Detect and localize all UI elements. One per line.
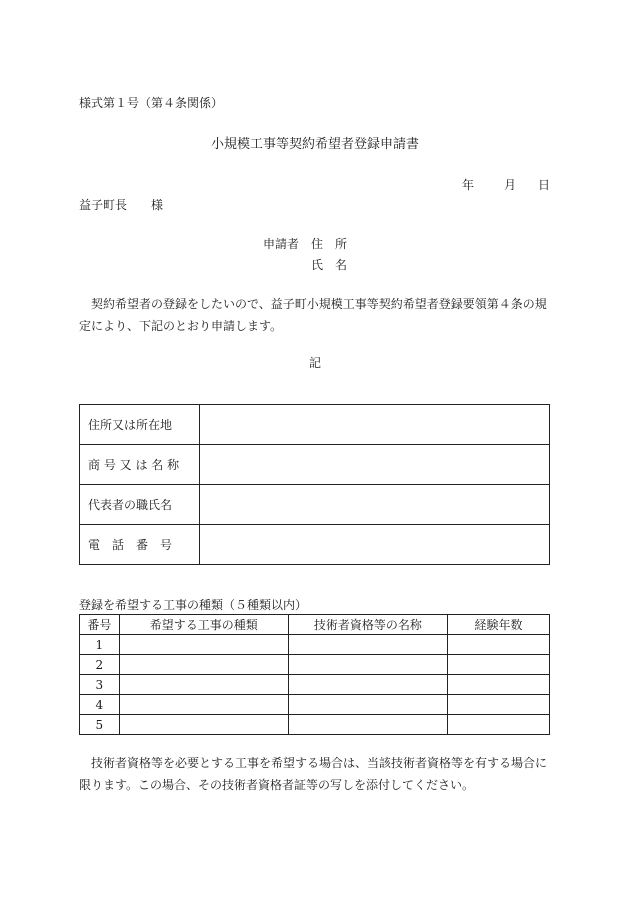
address-field[interactable] (200, 405, 550, 445)
date-year: 年 (461, 178, 474, 192)
qualification-cell[interactable] (288, 655, 447, 675)
qualification-cell[interactable] (288, 715, 447, 735)
note-paragraph: 技術者資格等を必要とする工事を希望する場合は、当該技術者資格等を有する場合に限ります。この場合、その技術者資格者証等の写しを添付してください。 (79, 756, 548, 792)
row-label: 電 話 番 号 (80, 525, 200, 565)
header-experience: 経験年数 (448, 615, 550, 635)
addressee: 益子町長 様 (79, 198, 164, 212)
row-label: 住所又は所在地 (80, 405, 200, 445)
header-number: 番号 (80, 615, 120, 635)
table-row (80, 635, 550, 655)
row-number: 3 (80, 675, 120, 695)
table-row (80, 675, 550, 695)
date-month: 月 (503, 178, 516, 192)
table-row (80, 695, 550, 715)
row-label: 商 号 又 は 名 称 (80, 445, 200, 485)
row-number: 5 (80, 715, 120, 735)
date-line (462, 179, 550, 191)
qualification-cell[interactable] (288, 695, 447, 715)
applicant-name-label: 氏 名 (311, 258, 348, 272)
table-header-row (80, 615, 550, 635)
row-number: 4 (80, 695, 120, 715)
form-number: 様式第１号（第４条関係） (79, 96, 224, 110)
document-title: 小規模工事等契約希望者登録申請書 (210, 137, 419, 152)
work-type-cell[interactable] (119, 655, 288, 675)
header-work-type: 希望する工事の種類 (119, 615, 288, 635)
table-row (80, 485, 550, 525)
applicant-info-table (79, 404, 550, 565)
experience-cell[interactable] (448, 715, 550, 735)
work-type-table (79, 614, 550, 735)
company-name-field[interactable] (200, 445, 550, 485)
representative-field[interactable] (200, 485, 550, 525)
phone-field[interactable] (200, 525, 550, 565)
row-number: 2 (80, 655, 120, 675)
experience-cell[interactable] (448, 695, 550, 715)
date-day: 日 (537, 178, 550, 192)
work-type-cell[interactable] (119, 695, 288, 715)
intro-paragraph: 契約希望者の登録をしたいので、益子町小規模工事等契約希望者登録要領第４条の規定により、下記のとおり申請します。 (79, 297, 547, 333)
experience-cell[interactable] (448, 655, 550, 675)
table-row (80, 405, 550, 445)
qualification-cell[interactable] (288, 635, 447, 655)
experience-cell[interactable] (448, 635, 550, 655)
work-type-cell[interactable] (119, 675, 288, 695)
table-row (80, 715, 550, 735)
work-section-title: 登録を希望する工事の種類（５種類以内） (79, 598, 308, 612)
work-type-cell[interactable] (119, 715, 288, 735)
table-row (80, 525, 550, 565)
row-number: 1 (80, 635, 120, 655)
work-type-cell[interactable] (119, 635, 288, 655)
ki-heading: 記 (308, 356, 321, 370)
experience-cell[interactable] (448, 675, 550, 695)
applicant-address-label: 申請者 住 所 (263, 237, 348, 251)
table-row (80, 445, 550, 485)
row-label: 代表者の職氏名 (80, 485, 200, 525)
header-qualification: 技術者資格等の名称 (288, 615, 447, 635)
table-row (80, 655, 550, 675)
qualification-cell[interactable] (288, 675, 447, 695)
